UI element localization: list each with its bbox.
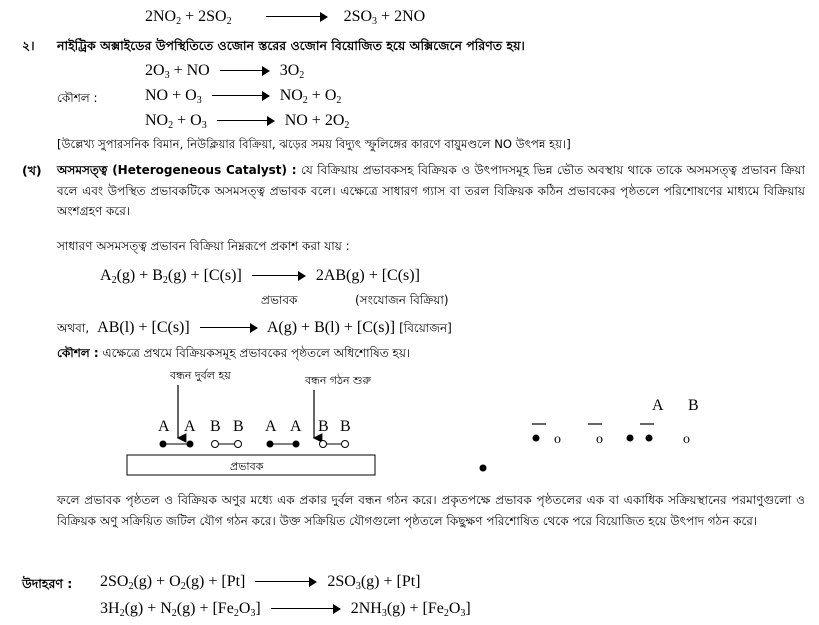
section-paragraph bbox=[57, 160, 805, 222]
atom-label: B bbox=[233, 418, 244, 435]
atom-label: B bbox=[340, 418, 351, 435]
catalyst-label: প্রভাবক bbox=[230, 460, 264, 473]
reaction-arrow bbox=[252, 271, 306, 281]
atom-a-dot bbox=[646, 435, 653, 442]
section-title: অসমসত্ত্ব (Heterogeneous Catalyst) : bbox=[57, 163, 297, 177]
equation-alternative: অথবা, AB(l) + [C(s)] A(g) + B(l) + [C(s)] [বিয়োজন] bbox=[57, 319, 452, 336]
atom-label: A bbox=[652, 397, 664, 414]
reaction-arrow bbox=[200, 323, 258, 333]
item-heading: নাইট্রিক অক্সাইডের উপস্থিতিতে ওজোন স্তরের ওজোন বিয়োজিত হয়ে অক্সিজেনে পরিণত হয়। bbox=[57, 38, 525, 53]
atom-b-circle: o bbox=[554, 432, 561, 447]
molecule-b2 bbox=[320, 441, 349, 448]
atom-label: B bbox=[688, 397, 699, 414]
result-paragraph: ফলে প্রভাবক পৃষ্ঠতল ও বিক্রিয়ক অণুর মধ্যে এক প্রকার দুর্বল বন্ধন গঠন করে। প্রকৃতপক্ষে প্রভাবক পৃষ্ঠতলের এক বা একাধিক সক্রিয়স্থানের পরমাণুগুলো ও বিক্রিয়ক অণু সক্রিয়িত জটিল যৌগ গঠন করে। উক্ত সক্রিয়িত যৌগগুলো পৃষ্ঠতলে কিছুক্ষণ পরিশোষিত থেকে পরে বিয়োজিত হয়ে উৎপাদ গঠন করে। bbox=[57, 493, 805, 528]
atom-label: B bbox=[318, 418, 329, 435]
section-text: যে বিক্রিয়ায় প্রভাবকসহ বিক্রিয়ক ও উৎপাদসমূহ ভিন্ন ভৌত অবস্থায় থাকে তাকে অসমসত্ত্ব প্রভাবন ক্রিয়া বলে এবং উপস্থিত প্রভাবকটিকে অসমসত্ত্ব প্রভাবক বলে। এক্ষেত্রে সাধারণ গ্যাস বা তরল বিক্রিয়ক কঠিন প্রভাবকের পৃষ্ঠতলে পরিশোষণের মাধ্যমে বিক্রিয়ায় অংশগ্রহণ করে। bbox=[57, 163, 805, 218]
equation-step2: $NO_2 + O_3$ NO + $2O_2$ bbox=[145, 112, 350, 131]
general-intro: সাধারণ অসমসত্ত্ব প্রভাবন বিক্রিয়া নিম্নরূপে প্রকাশ করা যায় : bbox=[57, 239, 350, 253]
reaction-arrow bbox=[266, 12, 328, 22]
atom-a-dot bbox=[627, 435, 634, 442]
bond-forming-label: বন্ধন গঠন শুরু bbox=[305, 374, 371, 387]
equation-step1: NO + $O_3$ $NO_2 + O_2$ bbox=[145, 87, 342, 106]
item-number: ২। bbox=[22, 38, 35, 53]
atom-label: B bbox=[210, 418, 221, 435]
equation-ozone-overall: $2O_3$ + NO $3O_2$ bbox=[145, 62, 305, 81]
equation-general: $A_2(g) + B_2(g) + [C(s)] 2AB(g) + [C(s)]$ bbox=[100, 267, 420, 286]
examples-label: উদাহরণ : bbox=[22, 576, 73, 591]
atom-label: A bbox=[290, 418, 302, 435]
example-equation-2: $3H_2(g) + N_2(g) + [Fe_2O_3] 2NH_3(g) + [Fe_2O_3]$ bbox=[100, 600, 471, 619]
molecule-b2 bbox=[212, 441, 242, 448]
atom-label: A bbox=[265, 418, 277, 435]
atom-label: A bbox=[184, 418, 196, 435]
equation-no2-so2: $2NO_2 + 2SO_2$ $2SO_3 + 2NO$ bbox=[145, 8, 426, 27]
molecule-a2 bbox=[160, 441, 194, 448]
reaction-arrow bbox=[212, 91, 270, 101]
under-arrow-label: প্রভাবক bbox=[261, 293, 298, 307]
example-equation-1: $2SO_2(g) + O_2(g) + [Pt] 2SO_3(g) + [Pt]$ bbox=[100, 573, 421, 592]
adsorption-diagram bbox=[0, 360, 819, 485]
atom-a-dot bbox=[480, 465, 487, 472]
reaction-arrow bbox=[271, 604, 341, 614]
reaction-arrow bbox=[255, 577, 317, 587]
note-text: [উল্লেখ্য সুপারসনিক বিমান, নিউক্লিয়ার বিক্রিয়া, ঝড়ের সময় বিদ্যুৎ স্ফুলিঙ্গের কারণে বায়ুমণ্ডলে NO উৎপন্ন হয়।] bbox=[57, 137, 571, 151]
mechanism-line: কৌশল : এক্ষেত্রে প্রথমে বিক্রিয়কসমূহ প্রভাবকের পৃষ্ঠতলে অধিশোষিত হয়। bbox=[57, 346, 411, 360]
reaction-arrow bbox=[220, 66, 270, 76]
under-product-label: (সংযোজন বিক্রিয়া) bbox=[355, 293, 449, 307]
weak-bond-label: বন্ধন দুর্বল হয় bbox=[170, 369, 231, 382]
molecule-a2 bbox=[267, 441, 300, 448]
atom-label: A bbox=[158, 418, 170, 435]
section-label: (খ) bbox=[22, 163, 42, 178]
atom-b-circle: o bbox=[683, 432, 690, 447]
mechanism-label: কৌশল : bbox=[57, 91, 98, 105]
atom-a-dot bbox=[533, 435, 540, 442]
reaction-arrow bbox=[217, 116, 275, 126]
atom-b-circle: o bbox=[596, 432, 603, 447]
